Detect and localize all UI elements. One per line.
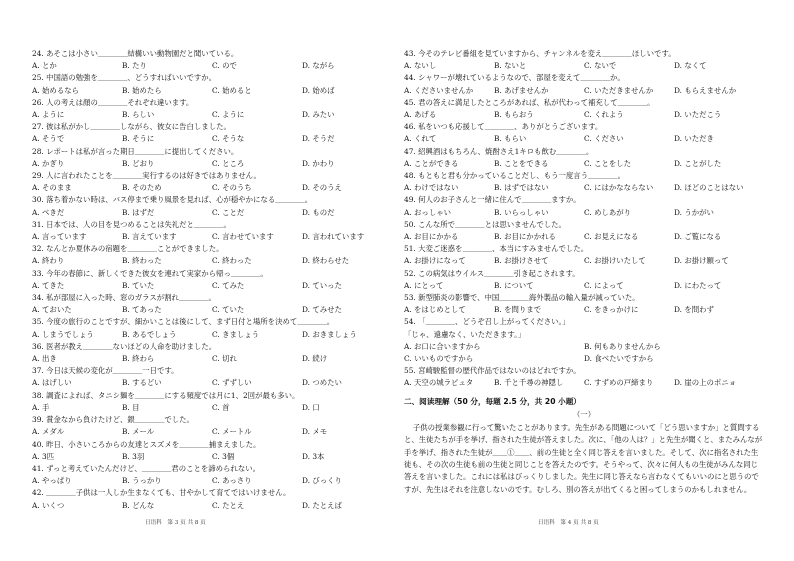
page-footer-left: 日语科 第 3 页 共 8 页 bbox=[145, 520, 206, 526]
question-text: 「じゃ、遠慮なく、いただきます。」 bbox=[404, 329, 526, 339]
answer-option: D. そのうえ bbox=[302, 183, 342, 193]
answer-option: C. そうな bbox=[212, 134, 245, 144]
answer-option: A. べきだ bbox=[32, 207, 65, 217]
answer-option: A. おっしゃい bbox=[404, 207, 451, 217]
answer-option: A. お口に合いますから bbox=[404, 341, 481, 351]
answer-options bbox=[32, 329, 392, 341]
answer-option: C. ので bbox=[212, 61, 237, 71]
question-text: 31. 日本では、人の目を見つめることは失礼だと＿＿＿＿。 bbox=[32, 219, 231, 229]
answer-option: D. おきましょう bbox=[302, 329, 357, 339]
question-item bbox=[404, 72, 764, 96]
answer-option: B. 終わった bbox=[122, 256, 162, 266]
question-text: 40. 昨日、小さいころからの友達とスズメを＿＿＿＿捕まえました。 bbox=[32, 439, 261, 449]
answer-options bbox=[404, 341, 764, 353]
answer-option: A. そのまま bbox=[32, 183, 72, 193]
question-item bbox=[32, 219, 392, 243]
answer-option: A. 始めるなら bbox=[32, 85, 79, 95]
answer-option: C. いいものですから bbox=[404, 354, 474, 364]
answer-option: C. いただきませんか bbox=[584, 85, 654, 95]
reading-passage: 子供の授業参観に行って驚いたことがあります。先生がある問題について「どう思いますか」と質問すると、生徒たちが手を挙げ、指された生徒が答えました。次に、「他の人は？」と先生が聞くと、またみんなが手を挙げ、指された生徒が＿＿①＿＿、前の生徒と全く同じ答えを言いました。そして、次に指名された生徒も、その次の生徒も前の生徒と同じことを答えたのです。そうやって、次々に何人もの生徒がみんな同じ答えを言いました。これには私はびっくりしました。先生に同じ答えなら言わなくてもいいのにと思うのですが、先生はそれを注意しないのです。むしろ、別の答えが出てくると困ってしまうのかもしれません。 bbox=[404, 423, 763, 494]
answer-option: B. 3羽 bbox=[122, 451, 145, 461]
question-text: 37. 今日は天候の変化が＿＿＿＿一日です。 bbox=[32, 366, 179, 376]
answer-option: D. みたい bbox=[302, 110, 335, 120]
answer-option: C. 言わせています bbox=[212, 232, 274, 242]
question-item bbox=[404, 48, 764, 72]
answer-options bbox=[404, 231, 764, 243]
question-text: 39. 賞金なから負けたけど、銀＿＿＿＿でした。 bbox=[32, 415, 194, 425]
answer-option: A. くれて bbox=[404, 134, 437, 144]
question-text: 48. もともと君も分かっていることだし、もう一度言う＿＿＿＿。 bbox=[404, 171, 626, 181]
question-item bbox=[32, 146, 392, 170]
answer-options bbox=[32, 500, 392, 512]
question-text: 51. 大変ご迷惑を＿＿＿＿、本当にすみませんでした。 bbox=[404, 244, 589, 254]
answer-option: B. あるでしょう bbox=[122, 329, 177, 339]
answer-option: C. 3個 bbox=[212, 451, 235, 461]
answer-option: D. にわたって bbox=[674, 280, 722, 290]
answer-option: D. 言われています bbox=[302, 232, 365, 242]
answer-option: B. うっかり bbox=[122, 476, 162, 486]
answer-option: D. そうだ bbox=[302, 134, 335, 144]
answer-option: B. そうに bbox=[122, 134, 155, 144]
answer-option: B. を問りまで bbox=[494, 305, 542, 315]
answer-options bbox=[32, 182, 392, 194]
answer-option: D. メモ bbox=[302, 427, 328, 437]
answer-option: C. 切れ bbox=[212, 354, 237, 364]
question-item bbox=[404, 316, 764, 328]
answer-options bbox=[404, 182, 764, 194]
question-item bbox=[404, 219, 764, 243]
question-item bbox=[404, 97, 764, 121]
answer-option: A. お掛けになって bbox=[404, 256, 466, 266]
answer-option: C. たとえ bbox=[212, 500, 245, 510]
question-text: 54. 「＿＿＿＿、どうぞ召し上がってください。」 bbox=[404, 317, 570, 327]
answer-options bbox=[32, 280, 392, 292]
answer-option: D. ていった bbox=[302, 280, 342, 290]
question-item bbox=[32, 463, 392, 487]
question-item bbox=[32, 170, 392, 194]
answer-option: A. お目にかかる bbox=[404, 232, 459, 242]
answer-options bbox=[404, 377, 764, 389]
answer-option: B. 終わら bbox=[122, 354, 155, 364]
answer-option: D. つめたい bbox=[302, 378, 342, 388]
answer-option: D. お掛け願って bbox=[674, 256, 729, 266]
answer-option: A. とか bbox=[32, 61, 57, 71]
answer-option: A. ないし bbox=[404, 61, 437, 71]
question-item bbox=[32, 316, 392, 340]
answer-option: D. びっくり bbox=[302, 476, 342, 486]
answer-option: B. らしい bbox=[122, 110, 155, 120]
answer-option: B. どんな bbox=[122, 500, 155, 510]
question-item bbox=[32, 194, 392, 218]
question-text: 36. 医者が教え＿＿＿＿ないほどの人命を助けました。 bbox=[32, 341, 217, 351]
answer-option: A. ておいた bbox=[32, 305, 72, 315]
answer-options bbox=[32, 158, 392, 170]
answer-option: A. メダル bbox=[32, 427, 65, 437]
page-footer-right: 日语科 第 4 页 共 8 页 bbox=[538, 520, 599, 526]
answer-options bbox=[32, 377, 392, 389]
answer-option: B. もらおう bbox=[494, 110, 534, 120]
answer-option: B. ことをできる bbox=[494, 158, 549, 168]
answer-option: C. ないで bbox=[584, 61, 617, 71]
answer-options bbox=[404, 85, 764, 97]
answer-options bbox=[32, 402, 392, 414]
question-text: 32. なんとか夏休みの宿題を＿＿＿＿ことができました。 bbox=[32, 244, 224, 254]
answer-option: B. てあった bbox=[122, 305, 162, 315]
answer-option: C. ことだ bbox=[212, 207, 245, 217]
answer-options bbox=[32, 353, 392, 365]
question-item bbox=[404, 243, 764, 267]
answer-option: C. ずずしい bbox=[212, 378, 252, 388]
answer-option: C. めしあがり bbox=[584, 207, 632, 217]
question-text: 53. 新型肺炎の影響で、中国＿＿＿＿海外製品の輸入量が減っていた。 bbox=[404, 293, 640, 303]
question-text: 24. あそこは小さい＿＿＿＿結構いい動物園だと聞いている。 bbox=[32, 49, 239, 58]
answer-options bbox=[32, 133, 392, 145]
answer-option: A. にとって bbox=[404, 280, 444, 290]
answer-option: B. はずだ bbox=[122, 207, 155, 217]
answer-option: A. はげしい bbox=[32, 378, 72, 388]
answer-option: B. するどい bbox=[122, 378, 162, 388]
question-item bbox=[404, 170, 764, 194]
answer-options bbox=[32, 231, 392, 243]
answer-option: C. 首 bbox=[212, 402, 230, 412]
answer-option: A. わけではない bbox=[404, 183, 459, 193]
answer-options bbox=[404, 207, 764, 219]
answer-options bbox=[404, 255, 764, 267]
answer-option: B. そのため bbox=[122, 183, 162, 193]
answer-option: D. ご覧になる bbox=[674, 232, 722, 242]
question-text: 35. 今度の旅行のことですが、細かいことは後にして、まず日付と場所を決めて＿＿＿＿。 bbox=[32, 317, 335, 327]
answer-options bbox=[32, 475, 392, 487]
answer-option: A. あげる bbox=[404, 110, 437, 120]
answer-option: A. 天空の城ラピュタ bbox=[404, 378, 474, 388]
answer-option: D. なくて bbox=[674, 61, 707, 71]
answer-options bbox=[404, 280, 764, 292]
answer-options bbox=[32, 60, 392, 72]
question-item bbox=[404, 365, 764, 389]
answer-option: A. かぎり bbox=[32, 158, 65, 168]
question-item bbox=[32, 341, 392, 365]
question-text: 29. 人に言われたことを＿＿＿＿実行するのは好きではありません。 bbox=[32, 171, 261, 181]
answer-option: D. かわり bbox=[302, 158, 335, 168]
answer-option: C. そのうち bbox=[212, 183, 252, 193]
question-item bbox=[32, 390, 392, 414]
answer-option: B. 始めたら bbox=[122, 85, 162, 95]
answer-options bbox=[32, 207, 392, 219]
question-item bbox=[32, 48, 392, 72]
answer-option: B. 何もありませんから bbox=[584, 341, 661, 351]
answer-option: D. 食べたいですから bbox=[584, 354, 654, 364]
question-item bbox=[32, 97, 392, 121]
question-text: 33. 今年の春節に、新しくできた彼女を連れて実家から帰っ＿＿＿＿。 bbox=[32, 268, 268, 278]
question-text: 28. レポートは私が言った期日＿＿＿＿に提出してください。 bbox=[32, 146, 239, 156]
answer-option: C. お見えになる bbox=[584, 232, 639, 242]
question-item bbox=[404, 121, 764, 145]
answer-option: B. メール bbox=[122, 427, 155, 437]
question-item bbox=[404, 292, 764, 316]
answer-option: D. てみせた bbox=[302, 305, 342, 315]
answer-option: A. てきた bbox=[32, 280, 65, 290]
question-text: 41. ずっと考えていたんだけど、＿＿＿＿君のことを諦められない。 bbox=[32, 463, 260, 473]
answer-option: A. 手 bbox=[32, 402, 50, 412]
answer-option: B. 千と千尋の神隠し bbox=[494, 378, 564, 388]
answer-option: C. 終わった bbox=[212, 256, 252, 266]
question-text: 52. この病気はウイルス＿＿＿＿引き起こされます。 bbox=[404, 268, 580, 278]
answer-option: C. ことをした bbox=[584, 158, 632, 168]
question-text: 27. 彼は私がかし＿＿＿＿しながら、彼女に告白しました。 bbox=[32, 122, 231, 132]
answer-options bbox=[404, 133, 764, 145]
answer-option: A. 出き bbox=[32, 354, 57, 364]
question-text: 30. 落ち着かない時は、バス停まで乗り風景を見れば、心が穏やかになる＿＿＿＿。 bbox=[32, 195, 313, 205]
answer-options bbox=[32, 304, 392, 316]
answer-option: A. くださいませんか bbox=[404, 85, 474, 95]
question-text: 50. こんな所で＿＿＿＿とは思いませんでした。 bbox=[404, 219, 566, 229]
answer-option: D. 始めば bbox=[302, 85, 335, 95]
answer-option: C. ように bbox=[212, 110, 245, 120]
question-text: 42. ＿＿＿＿子供は一人しか生まなくても、甘やかして育てではいけません。 bbox=[32, 488, 291, 498]
answer-option: B. ていた bbox=[122, 280, 155, 290]
answer-option: C. にはかなならない bbox=[584, 183, 654, 193]
answer-option: A. 終わり bbox=[32, 256, 65, 266]
section-title: 二、阅读理解（50 分，每题 2.5 分，共 20 小题） bbox=[404, 396, 581, 406]
answer-option: C. ください bbox=[584, 134, 624, 144]
question-item bbox=[404, 268, 764, 292]
answer-option: A. ことができる bbox=[404, 158, 459, 168]
answer-option: D. いただき bbox=[674, 134, 714, 144]
question-item bbox=[32, 268, 392, 292]
answer-option: B. ないと bbox=[494, 61, 527, 71]
answer-option: C. をきっかけに bbox=[584, 305, 639, 315]
answer-option: C. ところ bbox=[212, 158, 245, 168]
passage-number: （一） bbox=[572, 409, 596, 419]
question-text: 43. 今そのテレビ番組を見ていますから、チャンネルを変え＿＿＿＿ほしいです。 bbox=[404, 49, 676, 58]
question-item bbox=[32, 292, 392, 316]
answer-option: B. お掛けさせて bbox=[494, 256, 549, 266]
answer-option: D. ものだ bbox=[302, 207, 335, 217]
answer-option: D. うかがい bbox=[674, 207, 714, 217]
answer-option: C. あっさり bbox=[212, 476, 252, 486]
question-item bbox=[32, 243, 392, 267]
question-item bbox=[32, 439, 392, 463]
left-column bbox=[32, 48, 392, 512]
answer-option: C. きましょう bbox=[212, 329, 260, 339]
answer-option: D. 終わらせた bbox=[302, 256, 350, 266]
question-text: 44. シャワーが壊れているようなので、部屋を変えて＿＿＿＿か。 bbox=[404, 73, 625, 83]
question-item bbox=[32, 365, 392, 389]
answer-options bbox=[404, 304, 764, 316]
question-item bbox=[404, 194, 764, 218]
answer-options bbox=[404, 353, 764, 365]
answer-option: A. しまうでしょう bbox=[32, 329, 94, 339]
question-text: 49. 何人のお子さんと一緒に住んで＿＿＿＿ますか。 bbox=[404, 195, 581, 205]
answer-options bbox=[404, 109, 764, 121]
answer-option: D. 崖の上のポニョ bbox=[674, 378, 737, 388]
answer-option: D. たとえば bbox=[302, 500, 342, 510]
question-text: 45. 君の答えに満足したところがあれば、私が代わって補充して＿＿＿＿。 bbox=[404, 97, 655, 107]
answer-option: D. 続け bbox=[302, 354, 328, 364]
answer-option: A. をはじめとして bbox=[404, 305, 466, 315]
answer-option: D. もらえませんか bbox=[674, 85, 737, 95]
question-text: 47. 紹興酒はもちろん、焼酎さえ1キロも飲む＿＿＿＿。 bbox=[404, 146, 594, 156]
answer-option: B. 言えています bbox=[122, 232, 177, 242]
answer-options bbox=[32, 85, 392, 97]
answer-option: B. たり bbox=[122, 61, 147, 71]
question-item bbox=[404, 146, 764, 170]
answer-option: A. 言っています bbox=[32, 232, 87, 242]
answer-option: C. によって bbox=[584, 280, 624, 290]
question-item bbox=[32, 414, 392, 438]
answer-option: D. いただこう bbox=[674, 110, 722, 120]
answer-option: D. 口 bbox=[302, 402, 320, 412]
question-text: 25. 中国語の勉強を＿＿＿＿、どうすればいいですか。 bbox=[32, 73, 217, 83]
answer-option: D. を問わず bbox=[674, 305, 714, 315]
answer-option: D. ことがした bbox=[674, 158, 722, 168]
answer-option: D. 3本 bbox=[302, 451, 325, 461]
answer-option: C. 始めると bbox=[212, 85, 252, 95]
answer-option: C. てみた bbox=[212, 280, 245, 290]
question-text: 26. 人の考えは顔の＿＿＿＿それぞれ違います。 bbox=[32, 97, 194, 107]
answer-option: A. ように bbox=[32, 110, 65, 120]
answer-option: B. 目 bbox=[122, 402, 140, 412]
answer-options bbox=[32, 451, 392, 463]
answer-option: B. お目にかかれる bbox=[494, 232, 556, 242]
answer-options bbox=[32, 109, 392, 121]
answer-options bbox=[32, 426, 392, 438]
answer-option: C. すずめの戸締まり bbox=[584, 378, 654, 388]
answer-option: D. ながら bbox=[302, 61, 335, 71]
question-item bbox=[404, 329, 764, 366]
answer-option: A. そうで bbox=[32, 134, 65, 144]
question-text: 55. 宮崎駿監督の歴代作品ではないのはどれですか。 bbox=[404, 366, 581, 376]
answer-options bbox=[404, 60, 764, 72]
right-column bbox=[404, 48, 764, 496]
question-item bbox=[32, 121, 392, 145]
answer-option: C. くれよう bbox=[584, 110, 624, 120]
question-text: 46. 私をいつも応援して＿＿＿＿、ありがとうございます。 bbox=[404, 122, 603, 132]
answer-options bbox=[404, 158, 764, 170]
answer-option: B. はずではない bbox=[494, 183, 549, 193]
question-item bbox=[32, 72, 392, 96]
answer-option: B. あげませんか bbox=[494, 85, 549, 95]
answer-option: A. 3匹 bbox=[32, 451, 55, 461]
answer-option: B. について bbox=[494, 280, 534, 290]
answer-options bbox=[32, 255, 392, 267]
answer-option: B. いらっしゃい bbox=[494, 207, 549, 217]
question-text: 38. 調査によれば、タニシ麺を＿＿＿＿にする頻度では月に1、2回が最も多い。 bbox=[32, 390, 300, 400]
question-item bbox=[32, 487, 392, 511]
answer-option: A. いくつ bbox=[32, 500, 65, 510]
question-text: 34. 私が部屋に入った時、窓のガラスが割れ＿＿＿＿。 bbox=[32, 293, 216, 303]
answer-option: B. どおり bbox=[122, 158, 155, 168]
answer-option: C. お掛けいたして bbox=[584, 256, 646, 266]
answer-option: B. もらい bbox=[494, 134, 527, 144]
answer-option: C. ていた bbox=[212, 305, 245, 315]
answer-option: A. やっぱり bbox=[32, 476, 72, 486]
answer-option: C. メートル bbox=[212, 427, 252, 437]
answer-option: D. ほどのことはない bbox=[674, 183, 744, 193]
